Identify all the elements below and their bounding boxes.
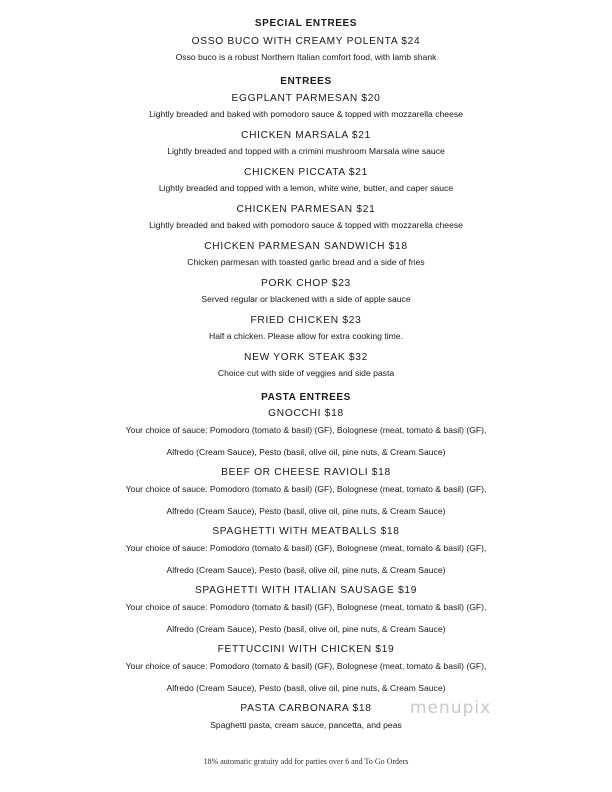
gratuity-footer: 18% automatic gratuity add for parties over 6 and To Go Orders bbox=[203, 757, 409, 766]
menu-item-description: Chicken parmesan with toasted garlic bread and a side of fries bbox=[187, 257, 425, 267]
menu-item-name: CHICKEN MARSALA $21 bbox=[241, 130, 371, 141]
menu-item-name: CHICKEN PARMESAN SANDWICH $18 bbox=[204, 241, 408, 252]
menu-item-name: SPAGHETTI WITH MEATBALLS $18 bbox=[212, 526, 400, 537]
sauce-choice-line: Your choice of sauce: Pomodoro (tomato & basil) (GF), Bolognese (meat, tomato & basil) (GF), bbox=[125, 425, 487, 435]
sauce-choice-line: Alfredo (Cream Sauce), Pesto (basil, olive oil, pine nuts, & Cream Sauce) bbox=[166, 447, 446, 457]
menu-item-description: Lightly breaded and baked with pomodoro sauce & topped with mozzarella cheese bbox=[149, 220, 463, 230]
menu-item-name: EGGPLANT PARMESAN $20 bbox=[231, 93, 381, 104]
menu-item-name: FETTUCCINI WITH CHICKEN $19 bbox=[217, 644, 395, 655]
sauce-choice-line: Your choice of sauce: Pomodoro (tomato & basil) (GF), Bolognese (meat, tomato & basil) (GF), bbox=[125, 543, 487, 553]
menu-item-name: OSSO BUCO WITH CREAMY POLENTA $24 bbox=[191, 36, 421, 47]
sauce-choice-line: Alfredo (Cream Sauce), Pesto (basil, olive oil, pine nuts, & Cream Sauce) bbox=[166, 624, 446, 634]
menu-item-description: Spaghetti pasta, cream sauce, pancetta, and peas bbox=[210, 720, 402, 730]
pasta-entrees-heading: PASTA ENTREES bbox=[261, 392, 351, 403]
menu-item-name: PASTA CARBONARA $18 bbox=[240, 703, 372, 714]
menu-item-name: CHICKEN PARMESAN $21 bbox=[236, 204, 376, 215]
entrees-heading: ENTREES bbox=[280, 76, 332, 87]
menu-item-name: FRIED CHICKEN $23 bbox=[250, 315, 362, 326]
special-entrees-heading: SPECIAL ENTREES bbox=[254, 18, 358, 29]
menu-item-name: NEW YORK STEAK $32 bbox=[244, 352, 368, 363]
menu-item-description: Lightly breaded and topped with a lemon, white wine, butter, and caper sauce bbox=[158, 183, 454, 193]
menu-item-name: CHICKEN PICCATA $21 bbox=[244, 167, 368, 178]
sauce-choice-line: Your choice of sauce: Pomodoro (tomato & basil) (GF), Bolognese (meat, tomato & basil) (GF), bbox=[125, 484, 487, 494]
menu-item-name: SPAGHETTI WITH ITALIAN SAUSAGE $19 bbox=[194, 585, 418, 596]
sauce-choice-line: Alfredo (Cream Sauce), Pesto (basil, olive oil, pine nuts, & Cream Sauce) bbox=[166, 565, 446, 575]
menu-item-description: Half a chicken. Please allow for extra cooking time. bbox=[209, 331, 403, 341]
menu-item-description: Osso buco is a robust Northern Italian comfort food, with lamb shank bbox=[175, 52, 437, 62]
sauce-choice-line: Alfredo (Cream Sauce), Pesto (basil, olive oil, pine nuts, & Cream Sauce) bbox=[166, 683, 446, 693]
menu-item-description: Choice cut with side of veggies and side pasta bbox=[217, 368, 395, 378]
menu-item-description: Lightly breaded and topped with a crimini mushroom Marsala wine sauce bbox=[167, 146, 445, 156]
menu-item-name: PORK CHOP $23 bbox=[261, 278, 351, 289]
menupix-watermark: menupix bbox=[410, 698, 492, 718]
sauce-choice-line: Your choice of sauce: Pomodoro (tomato & basil) (GF), Bolognese (meat, tomato & basil) (GF), bbox=[125, 602, 487, 612]
sauce-choice-line: Alfredo (Cream Sauce), Pesto (basil, olive oil, pine nuts, & Cream Sauce) bbox=[166, 506, 446, 516]
sauce-choice-line: Your choice of sauce: Pomodoro (tomato & basil) (GF), Bolognese (meat, tomato & basil) (GF), bbox=[125, 661, 487, 671]
menu-item-description: Lightly breaded and baked with pomodoro sauce & topped with mozzarella cheese bbox=[149, 109, 463, 119]
menu-item-name: BEEF OR CHEESE RAVIOLI $18 bbox=[221, 467, 391, 478]
menu-item-name: GNOCCHI $18 bbox=[268, 408, 344, 419]
menu-item-description: Served regular or blackened with a side of apple sauce bbox=[201, 294, 411, 304]
